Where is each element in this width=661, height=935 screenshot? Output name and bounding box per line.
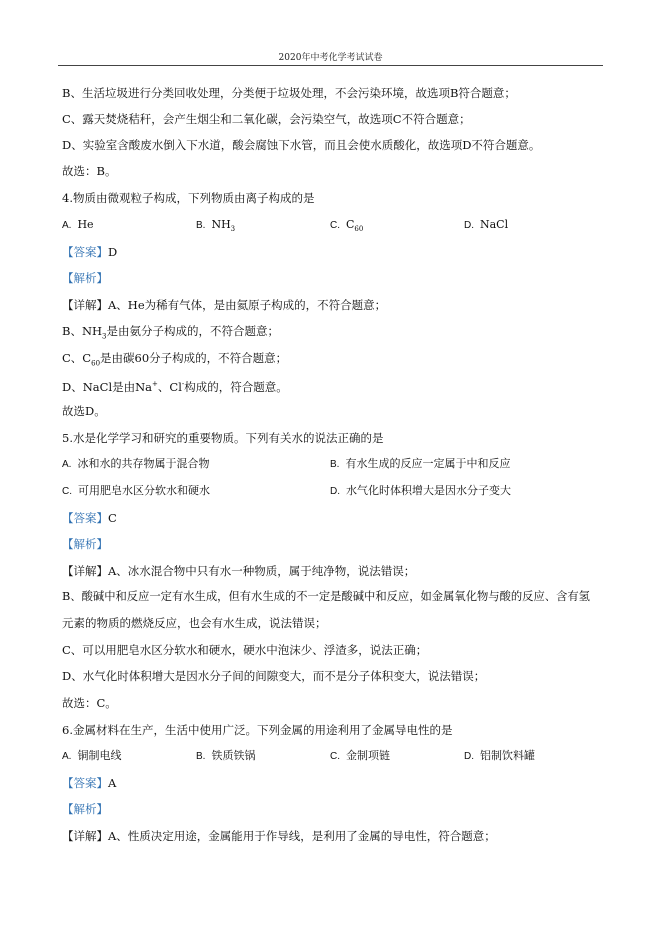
option-letter: C. [62,486,72,497]
option-letter: A. [62,220,72,231]
option-letter: D. [330,486,340,497]
option-text: NaCl [480,218,509,231]
detail-text: 构成的，符合题意。 [184,379,288,394]
q5-detail-b-line2: 元素的物质的燃烧反应，也会有水生成，说法错误； [62,616,327,630]
q5-detail-b-line1: B、酸碱中和反应一定有水生成，但有水生成的不一定是酸碱中和反应，如金属氧化物与酸的反应、含有氢 [62,590,590,603]
page-header: 2020年中考化学考试试卷 [58,50,603,66]
q6-option-c [330,749,390,764]
q5-conclusion: 故选：C。 [62,696,117,710]
superscript: - [181,380,185,388]
answer-label: 【答案】 [62,511,108,525]
answer-value: A [108,776,117,790]
answer-value: D [108,245,118,259]
q4-detail-c [62,351,287,370]
detail-text: 是由碳60分子构成的，不符合题意； [100,351,288,365]
q3-option-b-explanation: B、生活垃圾进行分类回收处理，分类便于垃圾处理，不会污染环境，故选项B符合题意； [62,86,516,100]
option-letter: B. [330,459,340,470]
subscript: 3 [230,225,236,234]
option-text: He [77,218,94,231]
option-text: 有水生成的反应一定属于中和反应 [345,457,511,470]
detail-text: B、NH [62,324,103,338]
q4-detail-d [62,377,288,394]
q5-detail-a [62,564,415,578]
detail-label: 【详解】 [62,564,108,578]
subscript: 3 [102,332,107,341]
q6-option-a [62,749,121,764]
detail-label: 【详解】 [62,829,108,843]
q5-analysis-label: 【解析】 [62,537,108,551]
option-text: C [346,218,355,231]
option-text: 可用肥皂水区分软水和硬水 [78,484,210,497]
option-letter: D. [464,220,474,231]
detail-text: D、NaCl是由Na [62,379,153,394]
detail-text: 是由氨分子构成的，不符合题意； [106,324,280,338]
q4-detail-b [62,324,279,343]
q5-option-d [330,484,511,499]
answer-value: C [108,511,117,525]
option-text: 铝制饮料罐 [480,749,535,762]
option-letter: A. [62,751,72,762]
superscript: + [152,380,158,388]
q4-option-c [330,218,363,236]
option-letter: D. [464,751,474,762]
q5-detail-c: C、可以用肥皂水区分软水和硬水，硬水中泡沫少、浮渣多，说法正确； [62,643,428,657]
q4-detail-a [62,298,386,312]
option-letter: C. [330,220,340,231]
detail-text: A、冰水混合物中只有水一种物质，属于纯净物，说法错误； [108,564,416,578]
q5-answer [62,511,117,525]
option-text: NH [211,218,231,231]
q4-conclusion: 故选D。 [62,404,106,418]
option-letter: C. [330,751,340,762]
q6-option-d [464,749,535,764]
detail-text: 、Cl [157,379,182,394]
q5-option-c [62,484,210,499]
q3-conclusion: 故选：B。 [62,164,117,178]
q4-analysis-label: 【解析】 [62,271,108,285]
q5-stem: 5.水是化学学习和研究的重要物质。下列有关水的说法正确的是 [62,431,384,445]
q3-option-d-explanation: D、实验室含酸废水倒入下水道，酸会腐蚀下水管，而且会使水质酸化，故选项D不符合题意。 [62,138,541,152]
q6-option-b [196,749,255,764]
answer-label: 【答案】 [62,776,108,790]
q4-option-b [196,218,235,236]
q6-stem: 6.金属材料在生产，生活中使用广泛。下列金属的用途利用了金属导电性的是 [62,723,453,737]
detail-label: 【详解】 [62,298,108,312]
option-text: 铜制电线 [77,749,122,762]
q3-option-c-explanation: C、露天焚烧秸秆，会产生烟尘和二氧化碳，会污染空气，故选项C不符合题意； [62,112,471,126]
option-letter: A. [62,459,72,470]
q4-option-d [464,218,508,233]
option-text: 冰和水的共存物属于混合物 [77,457,210,470]
q4-option-a [62,218,94,233]
answer-label: 【答案】 [62,245,108,259]
option-text: 铁质铁锅 [211,749,256,762]
q5-detail-d: D、水气化时体积增大是因水分子间的间隙变大，而不是分子体积变大，说法错误； [62,669,486,683]
option-text: 水气化时体积增大是因水分子变大 [346,484,511,497]
q6-analysis-label: 【解析】 [62,802,108,816]
option-letter: B. [196,220,206,231]
q4-answer [62,245,117,259]
q6-answer [62,776,116,790]
option-text: 金制项链 [346,749,390,762]
subscript: 60 [354,225,364,234]
q5-option-b [330,457,510,472]
q6-detail-a [62,829,496,843]
detail-text: A、He为稀有气体，是由氦原子构成的，不符合题意； [108,298,387,312]
subscript: 60 [91,359,101,368]
detail-text: A、性质决定用途，金属能用于作导线，是利用了金属的导电性，符合题意； [108,829,496,843]
option-letter: B. [196,751,206,762]
q4-stem: 4.物质由微观粒子构成，下列物质由离子构成的是 [62,191,315,205]
detail-text: C、C [62,351,92,365]
q5-option-a [62,457,209,472]
